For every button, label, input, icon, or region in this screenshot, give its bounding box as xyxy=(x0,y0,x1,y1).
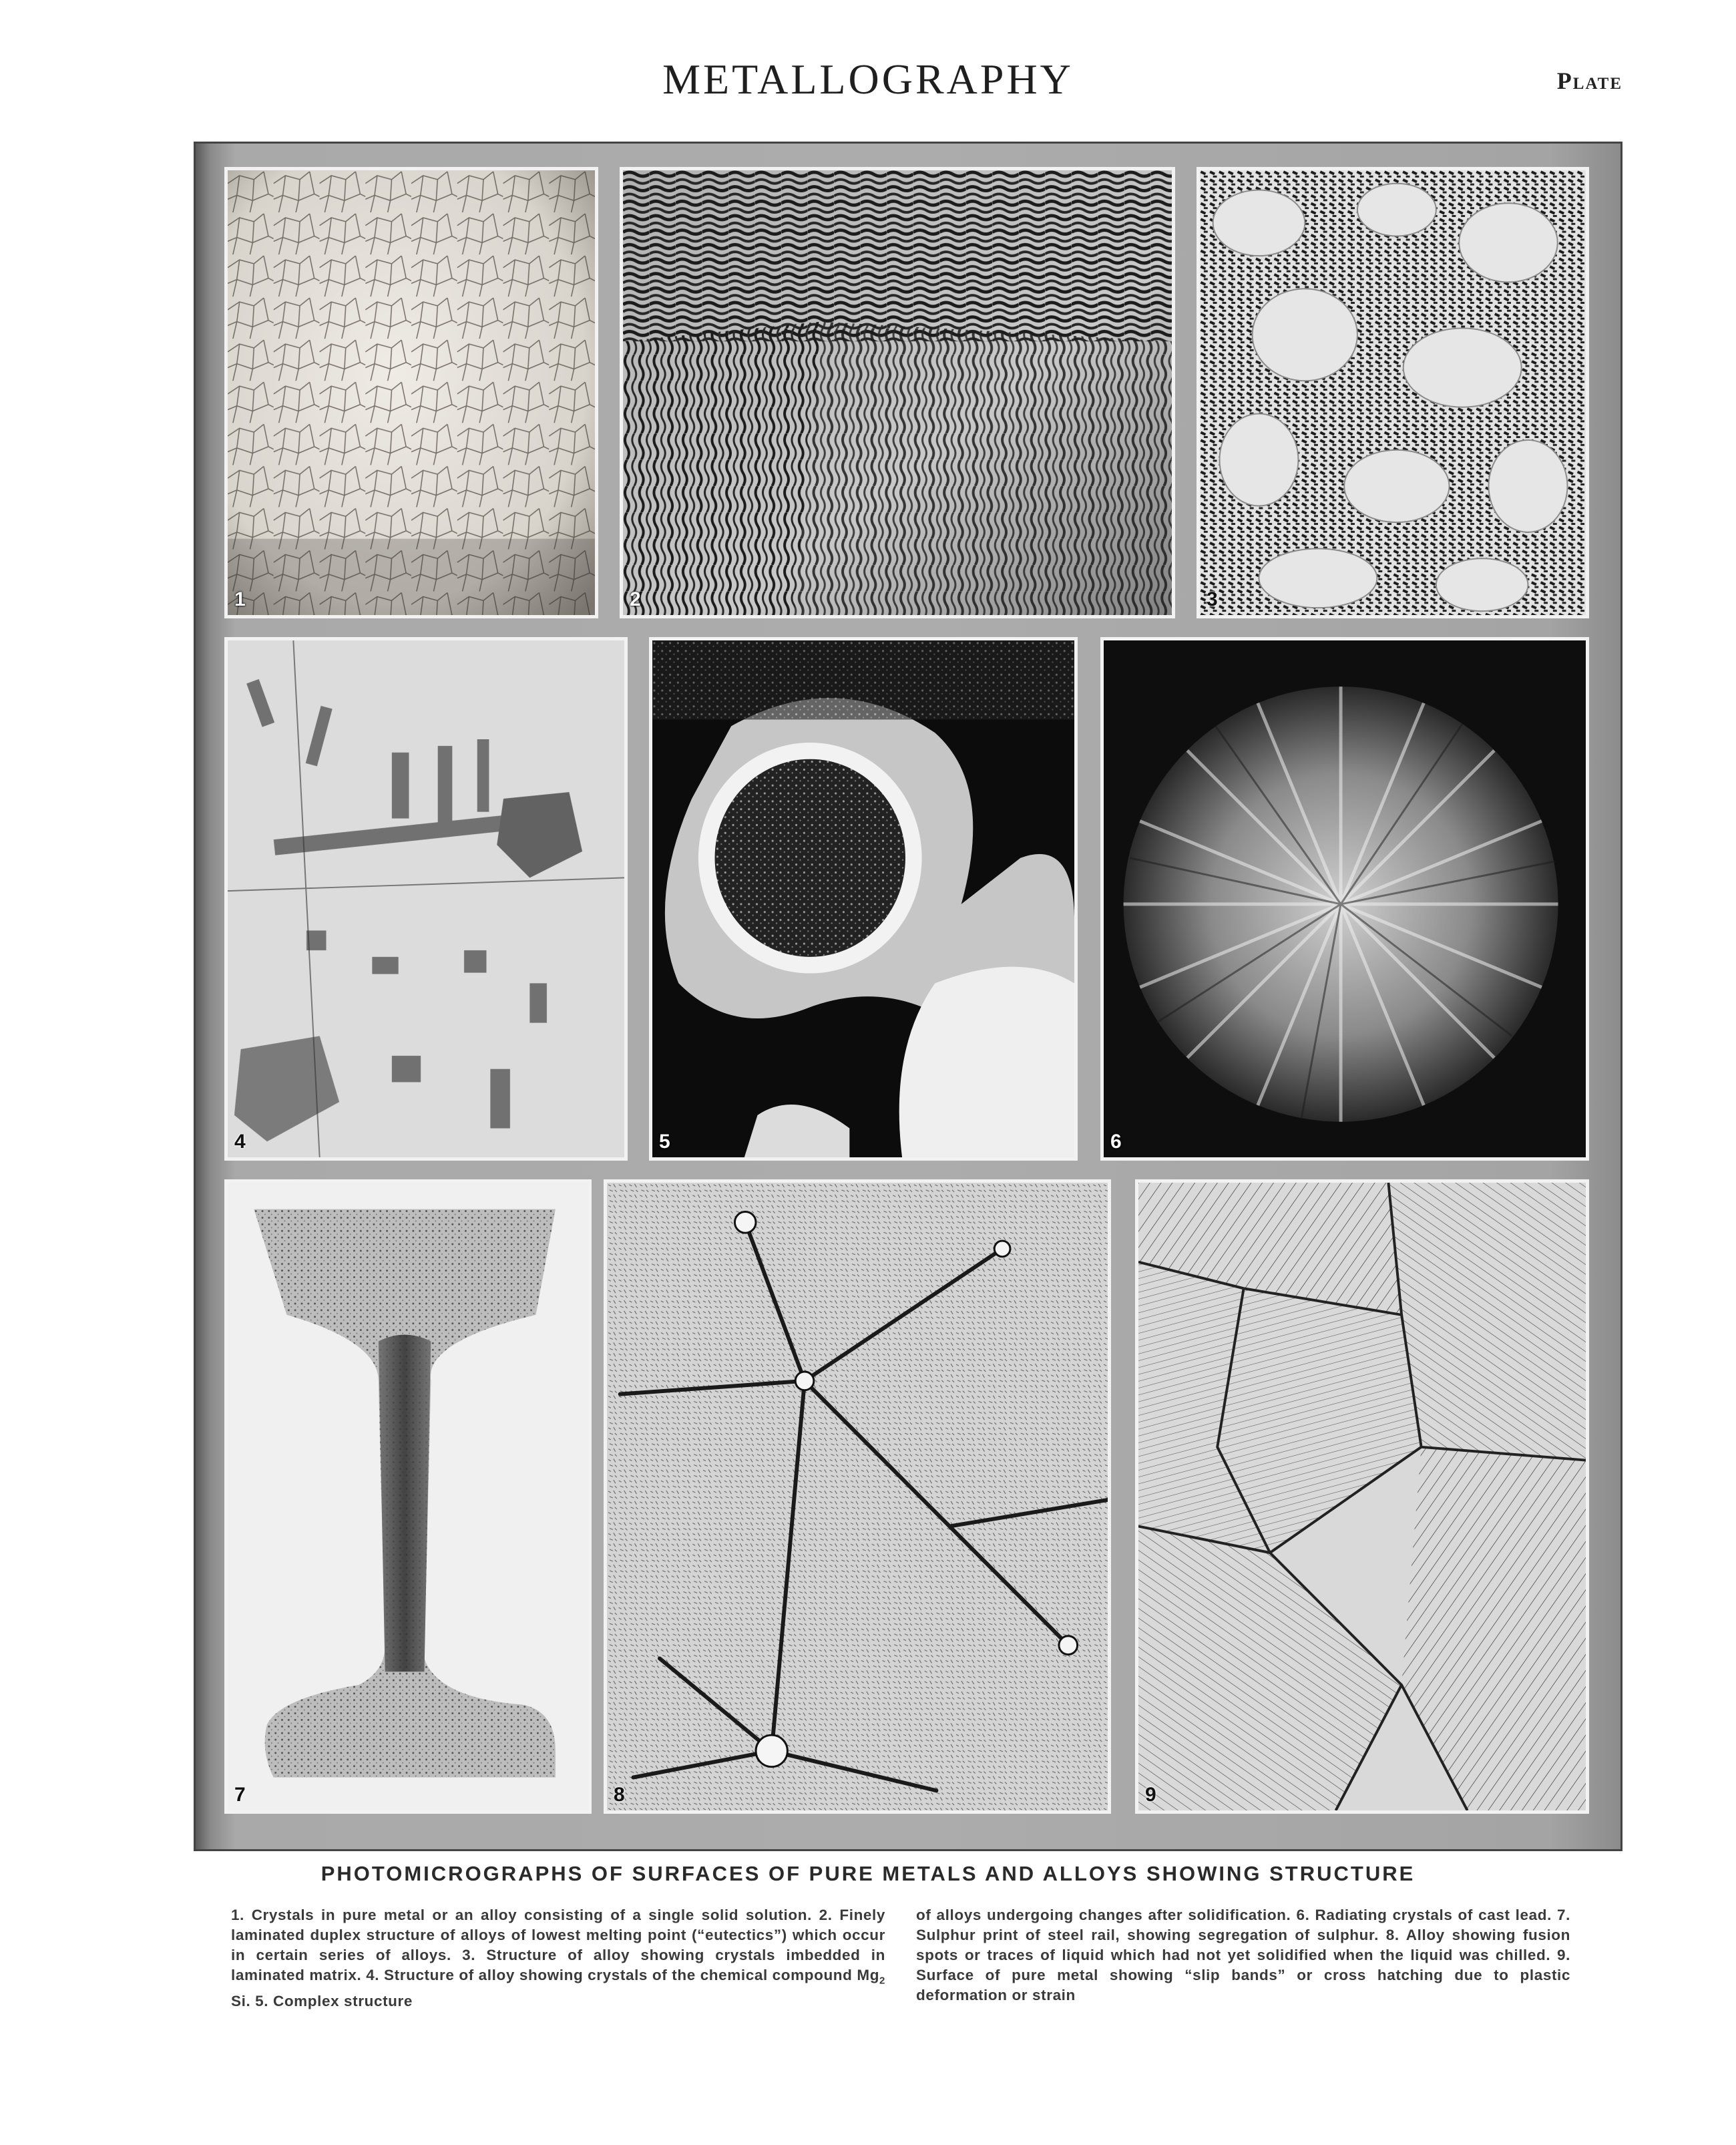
figure-number: 6 xyxy=(1110,1131,1122,1153)
eutectic-lamellae-image xyxy=(623,170,1172,615)
photomicrograph-8 xyxy=(604,1179,1111,1814)
crystal-grain-image xyxy=(228,170,595,615)
figure-number: 5 xyxy=(659,1131,670,1153)
photomicrograph-7 xyxy=(224,1179,592,1814)
compound-crystals-image xyxy=(228,640,624,1157)
caption-text-left-2: Si. 5. Complex structure xyxy=(231,1992,413,2009)
photomicrograph-5 xyxy=(649,637,1078,1161)
crystals-matrix-image xyxy=(1200,170,1586,615)
caption-column-right: of alloys undergoing changes after solidification. 6. Radiating crystals of cast lead. 7. Sulphur print of steel rail, showing segregation of sulphur. 8. Alloy showing fusion spots or traces of liquid which had not yet solidified when the liquid was chilled. 9. Surface of pure metal showing “slip bands” or cross hatching due to plastic deformation or strain xyxy=(916,1907,1570,2003)
photomicrograph-3 xyxy=(1197,167,1589,618)
photomicrograph-9 xyxy=(1135,1179,1589,1814)
figure-number: 8 xyxy=(614,1784,625,1806)
page-title: METALLOGRAPHY xyxy=(662,55,1074,103)
radiating-crystals-image xyxy=(1104,640,1586,1157)
figure-number: 2 xyxy=(630,588,641,610)
figure-number: 4 xyxy=(234,1131,246,1153)
figure-number: 1 xyxy=(234,588,246,610)
plate-label: Plate xyxy=(1556,67,1622,94)
complex-structure-image xyxy=(652,640,1074,1157)
figure-number: 9 xyxy=(1145,1784,1156,1806)
caption-column-left xyxy=(231,1905,885,2011)
photomicrograph-1 xyxy=(224,167,598,618)
photomicrograph-2 xyxy=(620,167,1175,618)
caption-title: PHOTOMICROGRAPHS OF SURFACES OF PURE METALS AND ALLOYS SHOWING STRUCTURE xyxy=(320,1862,1416,1885)
fusion-spots-image xyxy=(607,1183,1108,1810)
slip-bands-image xyxy=(1138,1183,1586,1810)
photomicrograph-4 xyxy=(224,637,628,1161)
caption-subscript: 2 xyxy=(879,1975,885,1987)
caption-text-left-1: 1. Crystals in pure metal or an alloy consisting of a single solid solution. 2. Finely laminated duplex structure of alloys of lowest melting point (“eutectics”) which occur in certain series of alloys. 3. Structure of alloy showing crystals imbedded in laminated matrix. 4. Structure of alloy showing crystals of the chemical compound Mg xyxy=(231,1907,885,1983)
figure-number: 7 xyxy=(234,1784,246,1806)
sulphur-print-image xyxy=(228,1183,588,1810)
photomicrograph-6 xyxy=(1100,637,1589,1161)
figure-number: 3 xyxy=(1207,588,1218,610)
